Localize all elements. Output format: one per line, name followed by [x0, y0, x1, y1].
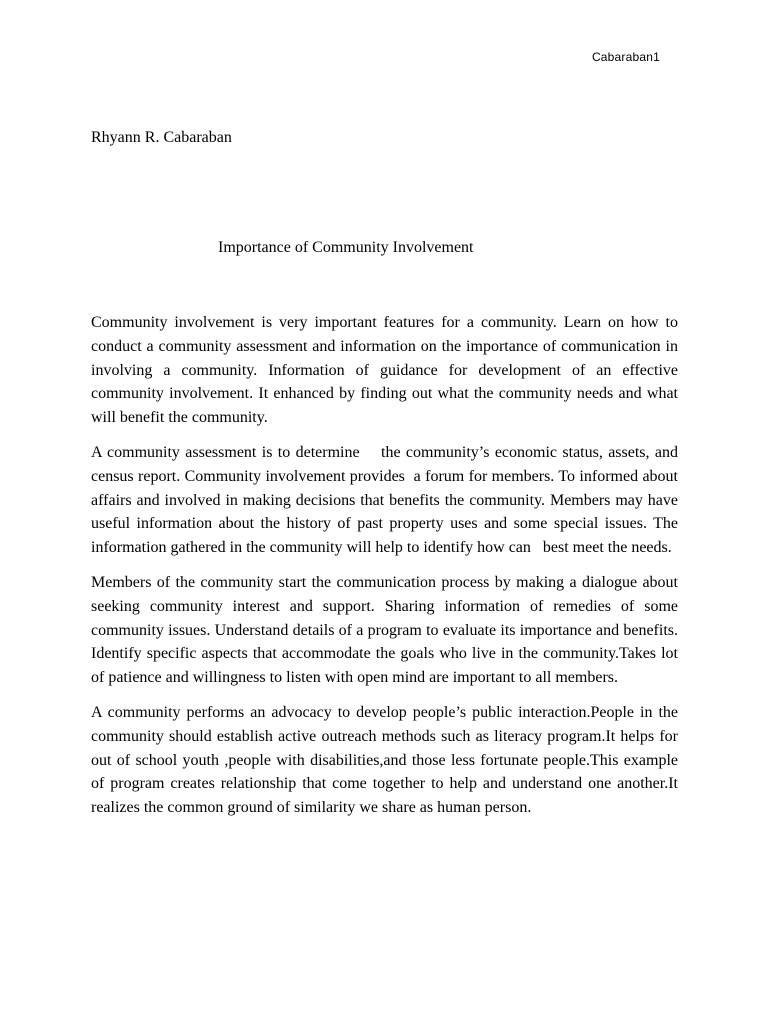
author-name: Rhyann R. Cabaraban: [91, 129, 232, 146]
paragraph-1: Community involvement is very important features for a community. Learn on how to conduct a community assessment and information on the importance of communication in involving a community. Information of guidance for development of an effective community involvement. It enhanced by finding out what the community needs and what will benefit the community.: [91, 314, 682, 427]
paragraph-3: Members of the community start the communication process by making a dialogue about seeking community interest and support. Sharing information of remedies of some community issues. Understand details of a program to evaluate its importance and benefits. Identify specific aspects that accommodate the goals who live in the community.Takes lot of patience and willingness to listen with open mind are important to all members.: [91, 573, 682, 687]
document-body: [91, 311, 682, 831]
document-title: Importance of Community Involvement: [218, 239, 474, 256]
paragraph-2: A community assessment is to determine the community’s economic status, assets, and census report. Community involvement provides a forum for members. To informed about affairs and involved in making decisions that benefits the community. Members may have useful information about the history of past property uses and some special issues. The information gathered in the community will help to identify how can best meet the needs.: [91, 443, 682, 557]
paragraph-4: A community performs an advocacy to develop people’s public interaction.People in the community should establish active outreach methods such as literacy program.It helps for out of school youth ,people with disabilities,and those less fortunate people.This example of program creates relationship that come together to help and understand one another.It realizes the common ground of similarity we share as human person.: [91, 703, 682, 817]
running-header: Cabaraban1: [591, 50, 660, 64]
